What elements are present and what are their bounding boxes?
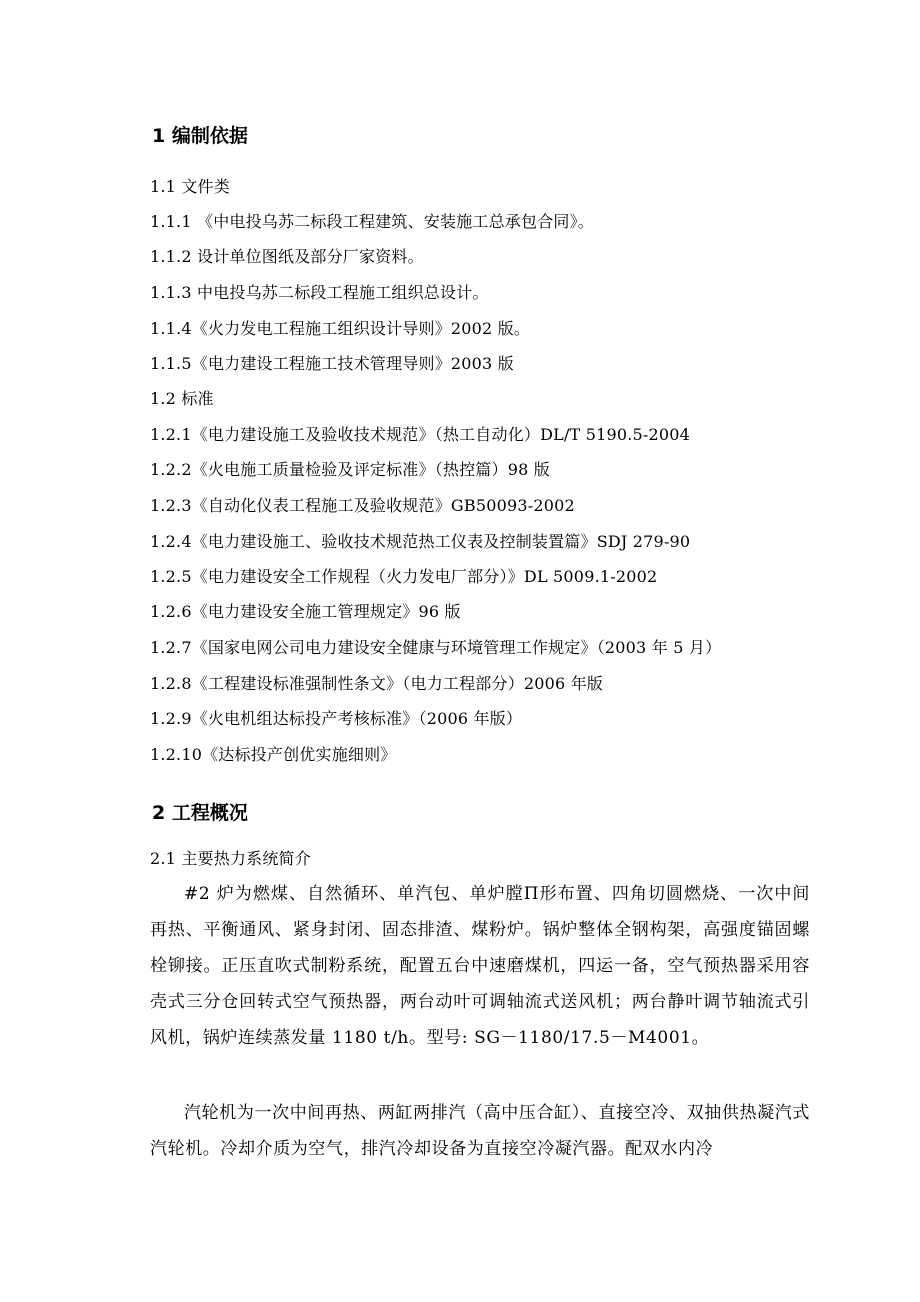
list-item: 1.2.2《火电施工质量检验及评定标准》（热控篇）98 版: [150, 460, 550, 479]
list-item: 1.1.5《电力建设工程施工技术管理导则》2003 版: [150, 354, 514, 373]
list-item: 1.1.1 《中电投乌苏二标段工程建筑、安装施工总承包合同》。: [150, 212, 594, 231]
list-item: 1.1.4《火力发电工程施工组织设计导则》2002 版。: [150, 319, 531, 338]
list-item: 1.1.3 中电投乌苏二标段工程施工组织总设计。: [150, 283, 489, 302]
list-item: 1.2.8《工程建设标准强制性条文》（电力工程部分）2006 年版: [150, 674, 604, 693]
subsection-1-1-title: 1.1 文件类: [150, 177, 230, 196]
list-item: 1.1.2 设计单位图纸及部分厂家资料。: [150, 247, 424, 266]
section-2-heading: 2 工程概况: [152, 802, 248, 824]
list-item: 1.2.6《电力建设安全施工管理规定》96 版: [150, 602, 461, 621]
subsection-2-1-title: 2.1 主要热力系统简介: [150, 849, 311, 868]
paragraph-boiler: #2 炉为燃煤、自然循环、单汽包、单炉膛Π形布置、四角切圆燃烧、一次中间再热、平衡通风、紧身封闭、固态排渣、煤粉炉。锅炉整体全钢构架，高强度锚固螺栓铆接。正压直吹式制粉系统，配置五台中速磨煤机，四运一备，空气预热器采用容壳式三分仓回转式空气预热器，两台动叶可调轴流式送风机；两台静叶调节轴流式引风机，锅炉连续蒸发量 1180 t/h。型号: SG－1180/17.5－M4001。: [150, 884, 810, 1048]
list-item: 1.2.10《达标投产创优实施细则》: [150, 745, 397, 764]
list-item: 1.2.4《电力建设施工、验收技术规范热工仪表及控制装置篇》SDJ 279-90: [150, 532, 691, 551]
list-item: 1.2.1《电力建设施工及验收技术规范》（热工自动化）DL/T 5190.5-2004: [150, 425, 691, 444]
list-item: 1.2.7《国家电网公司电力建设安全健康与环境管理工作规定》（2003 年 5 月）: [150, 638, 722, 657]
list-item: 1.2.9《火电机组达标投产考核标准》（2006 年版）: [150, 709, 523, 728]
list-item: 1.2.5《电力建设安全工作规程（火力发电厂部分）》DL 5009.1-2002: [150, 567, 658, 586]
list-item: 1.2.3《自动化仪表工程施工及验收规范》GB50093-2002: [150, 496, 575, 515]
section-1-heading: 1 编制依据: [152, 125, 248, 147]
paragraph-turbine: 汽轮机为一次中间再热、两缸两排汽（高中压合缸）、直接空冷、双抽供热凝汽式汽轮机。冷却介质为空气，排汽冷却设备为直接空冷凝汽器。配双水内冷: [150, 1103, 810, 1159]
subsection-1-2-title: 1.2 标准: [150, 389, 214, 408]
